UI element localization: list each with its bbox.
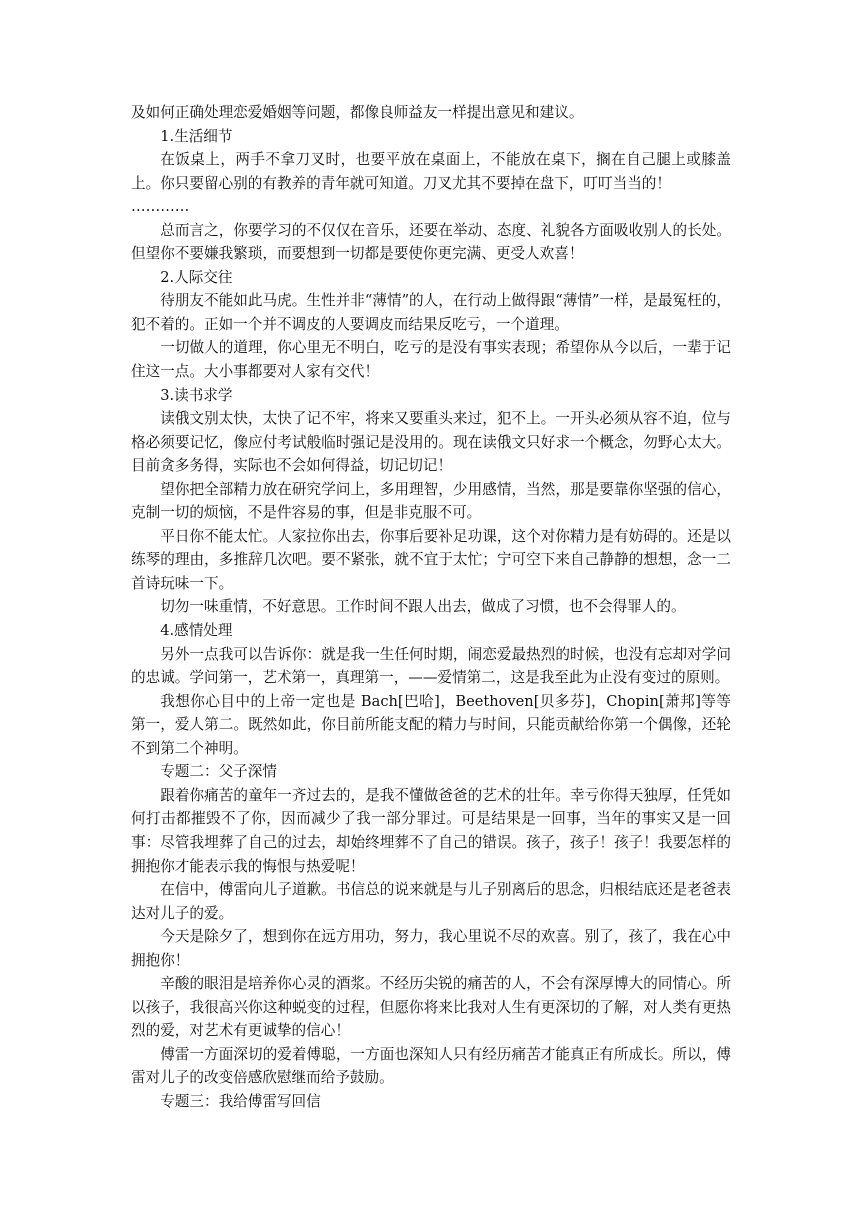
paragraph: 辛酸的眼泪是培养你心灵的酒浆。不经历尖锐的痛苦的人，不会有深厚博大的同情心。所以孩子，我很高兴你这种蜕变的过程，但愿你将来比我对人生有更深切的了解，对人类有更热烈的爱，对艺术有更诚挚的信心！ <box>131 975 731 1040</box>
section-heading-study: 3.读书求学 <box>160 386 233 404</box>
paragraph: 在信中，傅雷向儿子道歉。书信总的说来就是与儿子别离后的思念，归根结底还是老爸表达对儿子的爱。 <box>131 881 731 922</box>
paragraph: 切勿一味重情，不好意思。工作时间不跟人出去，做成了习惯，也不会得罪人的。 <box>160 598 686 616</box>
document-page <box>131 101 731 1114</box>
paragraph: 望你把全部精力放在研究学问上，多用理智，少用感情，当然，那是要靠你坚强的信心，克制一切的烦恼，不是件容易的事，但是非克服不可。 <box>131 480 731 522</box>
paragraph: 读俄文别太快，太快了记不牢，将来又要重头来过，犯不上。一开头必须从容不迫，位与格必须要记忆，像应付考试般临时强记是没用的。现在读俄文只好求一个概念，勿野心太大。目前贪多务得，实际也不会如何得益，切记切记！ <box>131 410 731 475</box>
section-heading-emotion: 4.感情处理 <box>160 622 233 640</box>
paragraph-intro: 及如何正确处理恋爱婚姻等问题，都像良师益友一样提出意见和建议。 <box>131 104 584 121</box>
topic-heading-three: 专题三：我给傅雷写回信 <box>160 1092 321 1110</box>
paragraph: 今天是除夕了，想到你在远方用功，努力，我心里说不尽的欢喜。别了，孩了，我在心中拥抱你！ <box>131 928 731 969</box>
paragraph: 跟着你痛苦的童年一齐过去的，是我不懂做爸爸的艺术的壮年。幸亏你得天独厚，任凭如何打击都摧毁不了你，因而减少了我一部分罪过。可是结果是一回事，当年的事实又是一回事：尽管我埋葬了自己的过去，却始终埋葬不了自己的错误。孩子，孩子！孩子！我要怎样的拥抱你才能表示我的悔恨与热爱呢！ <box>131 786 731 875</box>
paragraph: 傅雷一方面深切的爱着傅聪，一方面也深知人只有经历痛苦才能真正有所成长。所以，傅雷对儿子的改变倍感欣慰继而给予鼓励。 <box>131 1045 731 1087</box>
ellipsis-line: ………… <box>131 198 190 216</box>
paragraph: 待朋友不能如此马虎。生性并非“薄情”的人，在行动上做得跟“薄情”一样，是最冤枉的，犯不着的。正如一个并不调皮的人要调皮而结果反吃亏，一个道理。 <box>131 292 731 333</box>
paragraph: 我想你心目中的上帝一定也是 Bach[巴哈]，Beethoven[贝多芬]，Chopin[萧邦]等等第一，爱人第二。既然如此，你目前所能支配的精力与时间，只能贡献给你第一个偶像，还轮不到第二个神明。 <box>131 692 731 757</box>
paragraph: 另外一点我可以告诉你：就是我一生任何时期，闹恋爱最热烈的时候，也没有忘却对学问的忠诚。学问第一，艺术第一，真理第一，——爱情第二，这是我至此为止没有变过的原则。 <box>131 645 731 687</box>
paragraph: 平日你不能太忙。人家拉你出去，你事后要补足功课，这个对你精力是有妨碍的。还是以练琴的理由，多推辞几次吧。要不紧张，就不宜于太忙；宁可空下来自己静静的想想，念一二首诗玩味一下。 <box>131 527 731 592</box>
section-heading-social: 2.人际交往 <box>160 268 233 286</box>
paragraph: 一切做人的道理，你心里无不明白，吃亏的是没有事实表现；希望你从今以后，一辈于记住这一点。大小事都要对人家有交代！ <box>131 339 731 381</box>
paragraph: 在饭桌上，两手不拿刀叉时，也要平放在桌面上，不能放在桌下，搁在自己腿上或膝盖上。你只要留心别的有教养的青年就可知道。刀叉尤其不要掉在盘下，叮叮当当的！ <box>131 151 731 192</box>
section-heading-life-details: 1.生活细节 <box>160 127 233 145</box>
paragraph: 总而言之，你要学习的不仅仅在音乐，还要在举动、态度、礼貌各方面吸收别人的长处。但望你不要嫌我繁琐，而要想到一切都是要使你更完满、更受人欢喜！ <box>131 221 731 263</box>
topic-heading-two: 专题二：父子深情 <box>160 763 277 781</box>
